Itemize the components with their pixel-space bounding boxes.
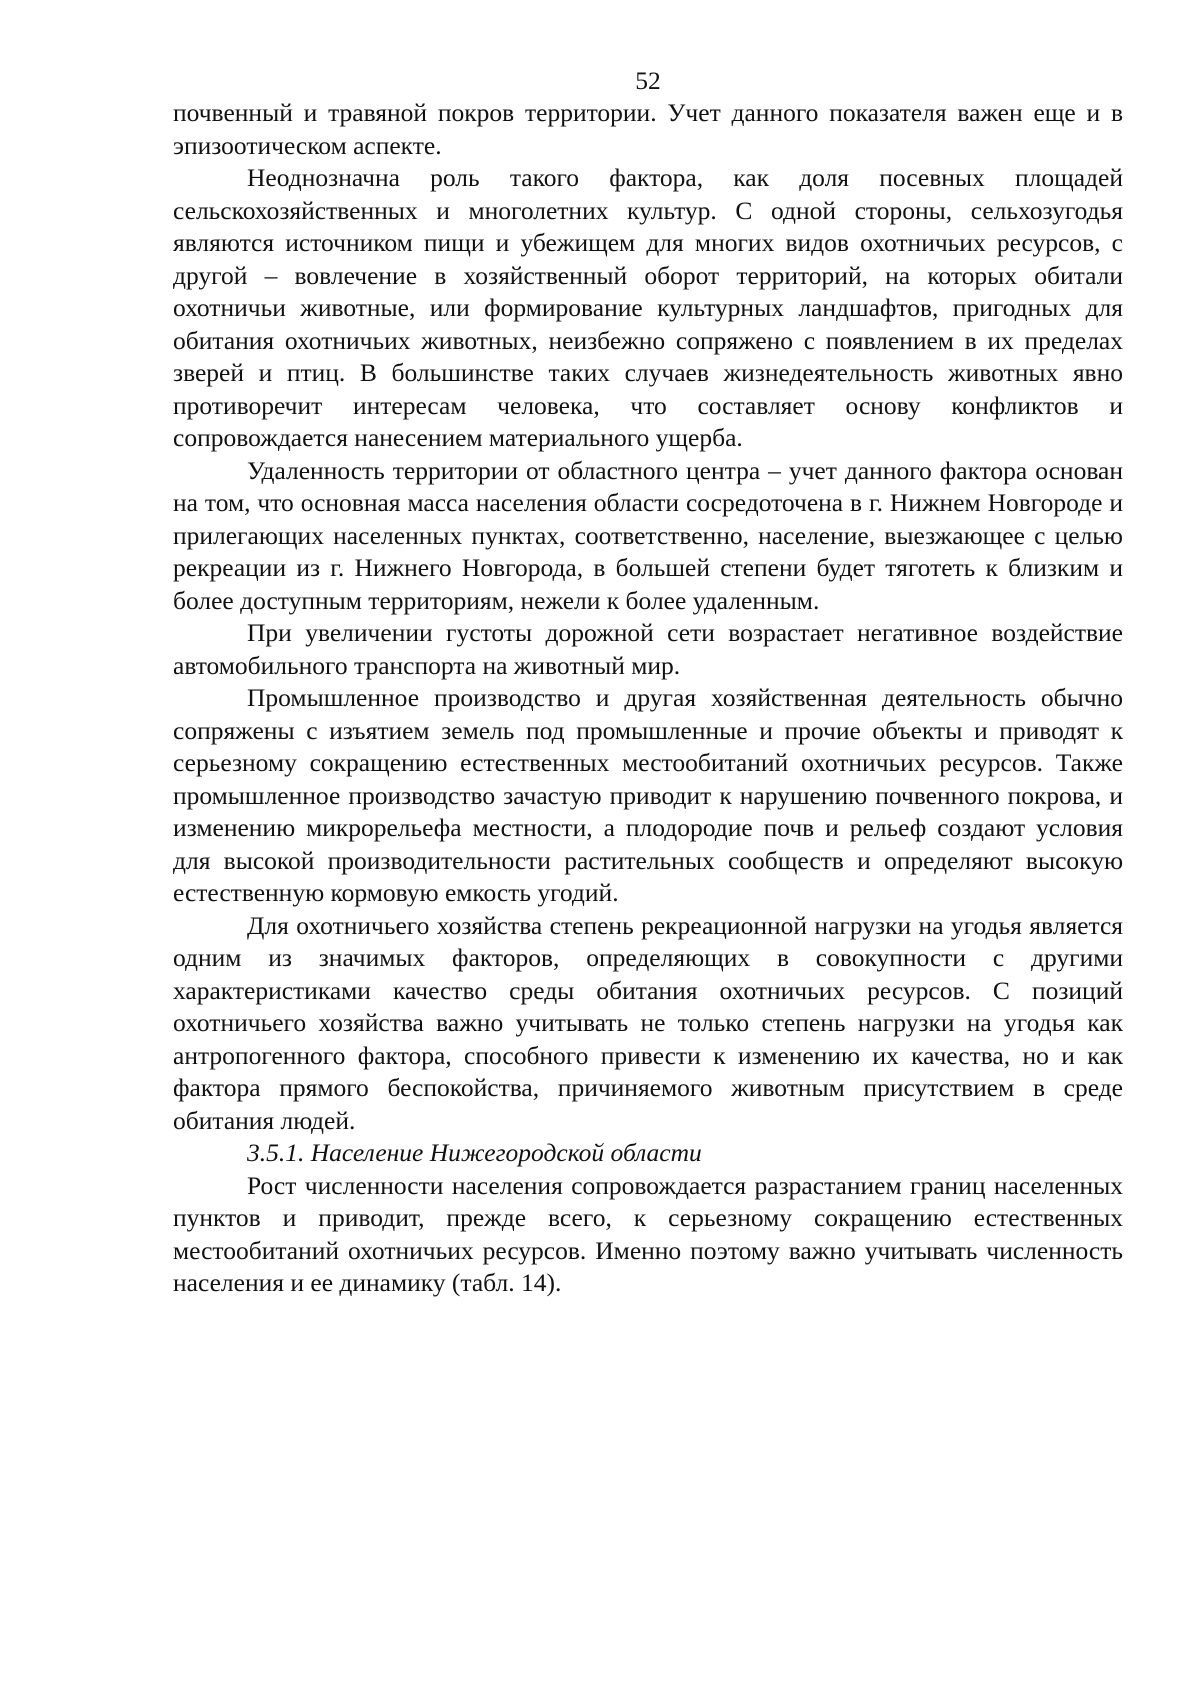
paragraph-industrial-production: Промышленное производство и другая хозяйственная деятельность обычно сопряжены с изъятием земель под промышленные и прочие объекты и приводят к серьезному сокращению естественных местообитаний охотничьих ресурсов. Также промышленное производство зачастую приводит к нарушению почвенного покрова, и изменению микрорельефа местности, а плодородие почв и рельеф создают условия для высокой производительности растительных сообществ и определяют высокую естественную кормовую емкость угодий.	[173, 683, 1123, 907]
paragraph-population-growth: Рост численности населения сопровождается разрастанием границ населенных пунктов и приводит, прежде всего, к серьезному сокращению естественных местообитаний охотничьих ресурсов. Именно поэтому важно учитывать численность населения и ее динамику (табл. 14).	[173, 1170, 1123, 1297]
page-number: 52	[635, 66, 661, 95]
paragraph-road-density: При увеличении густоты дорожной сети возрастает негативное воздействие автомобильного транспорта на животный мир.	[173, 618, 1123, 680]
section-heading: 3.5.1. Население Нижегородской области	[247, 1138, 702, 1167]
paragraph-distance-from-center: Удаленность территории от областного центра – учет данного фактора основан на том, что основная масса населения области сосредоточена в г. Нижнем Новгороде и прилегающих населенных пунктах, соответственно, население, выезжающее с целью рекреации из г. Нижнего Новгорода, в большей степени будет тяготеть к близким и более доступным территориям, нежели к более удаленным.	[173, 455, 1123, 615]
paragraph-recreational-load: Для охотничьего хозяйства степень рекреационной нагрузки на угодья является одним из значимых факторов, определяющих в совокупности с другими характеристиками качество среды обитания охотничьих ресурсов. С позиций охотничьего хозяйства важно учитывать не только степень нагрузки на угодья как антропогенного фактора, способного привести к изменению их качества, но и как фактора прямого беспокойства, причиняемого животным присутствием в среде обитания людей.	[173, 910, 1123, 1135]
paragraph-cropland-share: Неоднозначна роль такого фактора, как доля посевных площадей сельскохозяйственных и многолетних культур. С одной стороны, сельхозугодья являются источником пищи и убежищем для многих видов охотничьих ресурсов, с другой – вовлечение в хозяйственный оборот территорий, на которых обитали охотничьи животные, или формирование культурных ландшафтов, пригодных для обитания охотничьих животных, неизбежно сопряжено с появлением в их пределах зверей и птиц. В большинстве таких случаев жизнедеятельность животных явно противоречит интересам человека, что составляет основу конфликтов и сопровождается нанесением материального ущерба.	[173, 163, 1123, 452]
paragraph-continuation: почвенный и травяной покров территории. Учет данного показателя важен еще и в эпизоотическом аспекте.	[173, 98, 1123, 160]
document-page	[173, 64, 1123, 1300]
